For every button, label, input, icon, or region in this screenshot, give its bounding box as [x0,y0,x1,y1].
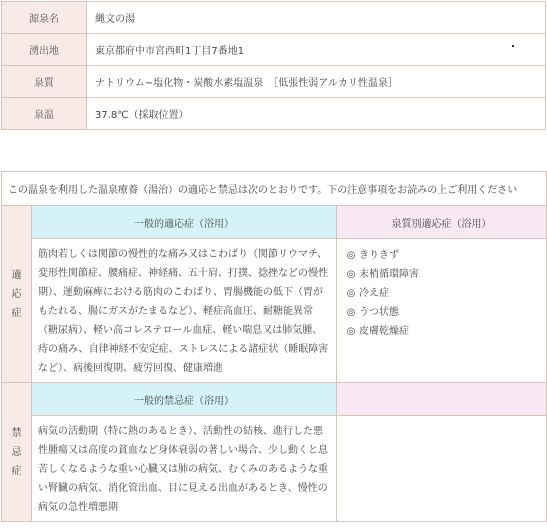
list-item: ◎ 冷え症 [345,284,540,303]
intro-text: この温泉を利用した温泉療養（湯治）の適応と禁忌は次のとおりです。下の注意事項をお読みの上ご利用ください [2,172,547,206]
intro-row [2,172,547,206]
spring-name-row [2,2,546,34]
list-item: ◎ うつ状態 [345,303,540,322]
stray-dot [512,45,514,47]
spring-info-table [1,1,546,130]
tekio-char-1: 適 [11,269,22,281]
tekio-char-2: 応 [11,288,22,300]
spring-name-label: 源泉名 [2,2,87,34]
tekio-char-3: 症 [11,307,22,319]
contraindications-empty-cell [337,416,547,522]
tekio-body-row [2,239,547,383]
general-indications-body: 筋肉若しくは関節の慢性的な痛み又はこわばり（関節リウマチ、変形性関節症、腰痛症、神経痛、五十肩、打撲、捻挫などの慢性期）、運動麻痺における筋肉のこわばり、胃腸機能の低下（胃がもたれる、腸にガスがたまるなど）、軽症高血圧、耐糖能異常（糖尿病）、軽い高コレステロール血症、軽い喘息又は肺気腫、痔の痛み、自律神経不安定症、ストレスによる諸症状（睡眠障害など）、病後回復期、疲労回復、健康増進 [32,239,337,383]
tekio-header-row [2,206,547,239]
contraindications-blank-cell [337,383,547,416]
quality-indications-list [337,239,547,383]
kinki-char-3: 症 [11,465,22,477]
list-item: ◎ 末梢循環障害 [345,265,540,284]
kinki-header-row [2,383,547,416]
spring-location-row [2,34,546,66]
spring-quality-value: ナトリウム−塩化物・炭酸水素塩温泉 ［低張性弱アルカリ性温泉］ [87,66,546,98]
spring-quality-label: 泉質 [2,66,87,98]
kinki-char-1: 禁 [11,427,22,439]
bullet-icon: ◎ [346,307,356,318]
spring-temp-value: 37.8℃（採取位置） [87,98,546,130]
list-item: ◎ きりきず [345,246,540,265]
spring-location-value: 東京都府中市宮西町1丁目7番地1 [87,34,546,66]
list-item: ◎ 皮膚乾燥症 [345,322,540,341]
spring-temp-label: 泉温 [2,98,87,130]
indications-table [1,171,547,522]
bullet-icon: ◎ [346,326,356,337]
kinki-side-label [2,383,32,522]
bullet-icon: ◎ [346,269,356,280]
kinki-body-row [2,416,547,522]
tekio-side-label [2,206,32,383]
quality-indications-header: 泉質別適応症（浴用） [337,206,547,239]
contraindications-header: 一般的禁忌症（浴用） [32,383,337,416]
kinki-char-2: 忌 [11,446,22,458]
bullet-icon: ◎ [346,288,356,299]
bullet-icon: ◎ [346,250,356,261]
spring-location-label: 湧出地 [2,34,87,66]
spring-temp-row [2,98,546,130]
spring-name-value: 縄文の湯 [87,2,546,34]
contraindications-body: 病気の活動期（特に熱のあるとき）、活動性の結核、進行した悪性腫瘍又は高度の貧血など身体衰弱の著しい場合、少し動くと息苦しくなるような重い心臓又は肺の病気、むくみのあるような重い腎臓の病気、消化管出血、目に見える出血があるとき、慢性の病気の急性増悪期 [32,416,337,522]
spring-quality-row [2,66,546,98]
general-indications-header: 一般的適応症（浴用） [32,206,337,239]
